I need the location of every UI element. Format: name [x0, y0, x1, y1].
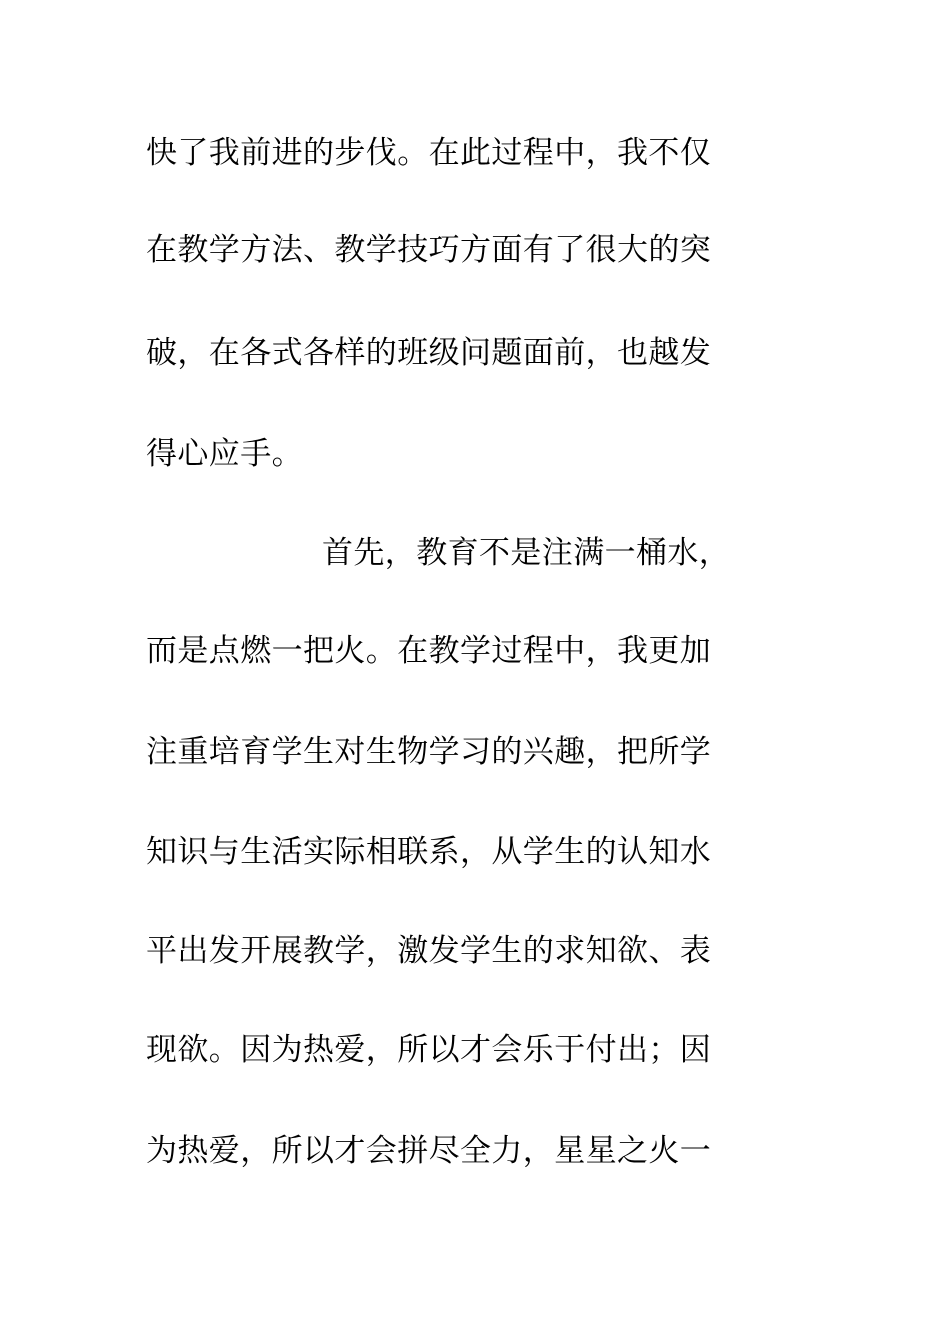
text-line-9: 平出发开展教学，激发学生的求知欲、表 [146, 933, 712, 969]
text-line-7: 注重培育学生对生物学习的兴趣，把所学 [146, 734, 712, 770]
text-line-2: 在教学方法、教学技巧方面有了很大的突 [146, 232, 712, 268]
text-line-4: 得心应手。 [146, 436, 303, 472]
text-line-8: 知识与生活实际相联系，从学生的认知水 [146, 834, 712, 870]
paragraph-start-line: 首先，教育不是注满一桶水， [322, 535, 731, 571]
text-line-6: 而是点燃一把火。在教学过程中，我更加 [146, 633, 712, 669]
text-line-1: 快了我前进的步伐。在此过程中，我不仅 [146, 135, 712, 171]
text-line-10: 现欲。因为热爱，所以才会乐于付出；因 [146, 1032, 712, 1068]
text-line-3: 破，在各式各样的班级问题面前，也越发 [146, 335, 712, 371]
text-line-11: 为热爱，所以才会拼尽全力，星星之火一 [146, 1133, 712, 1169]
